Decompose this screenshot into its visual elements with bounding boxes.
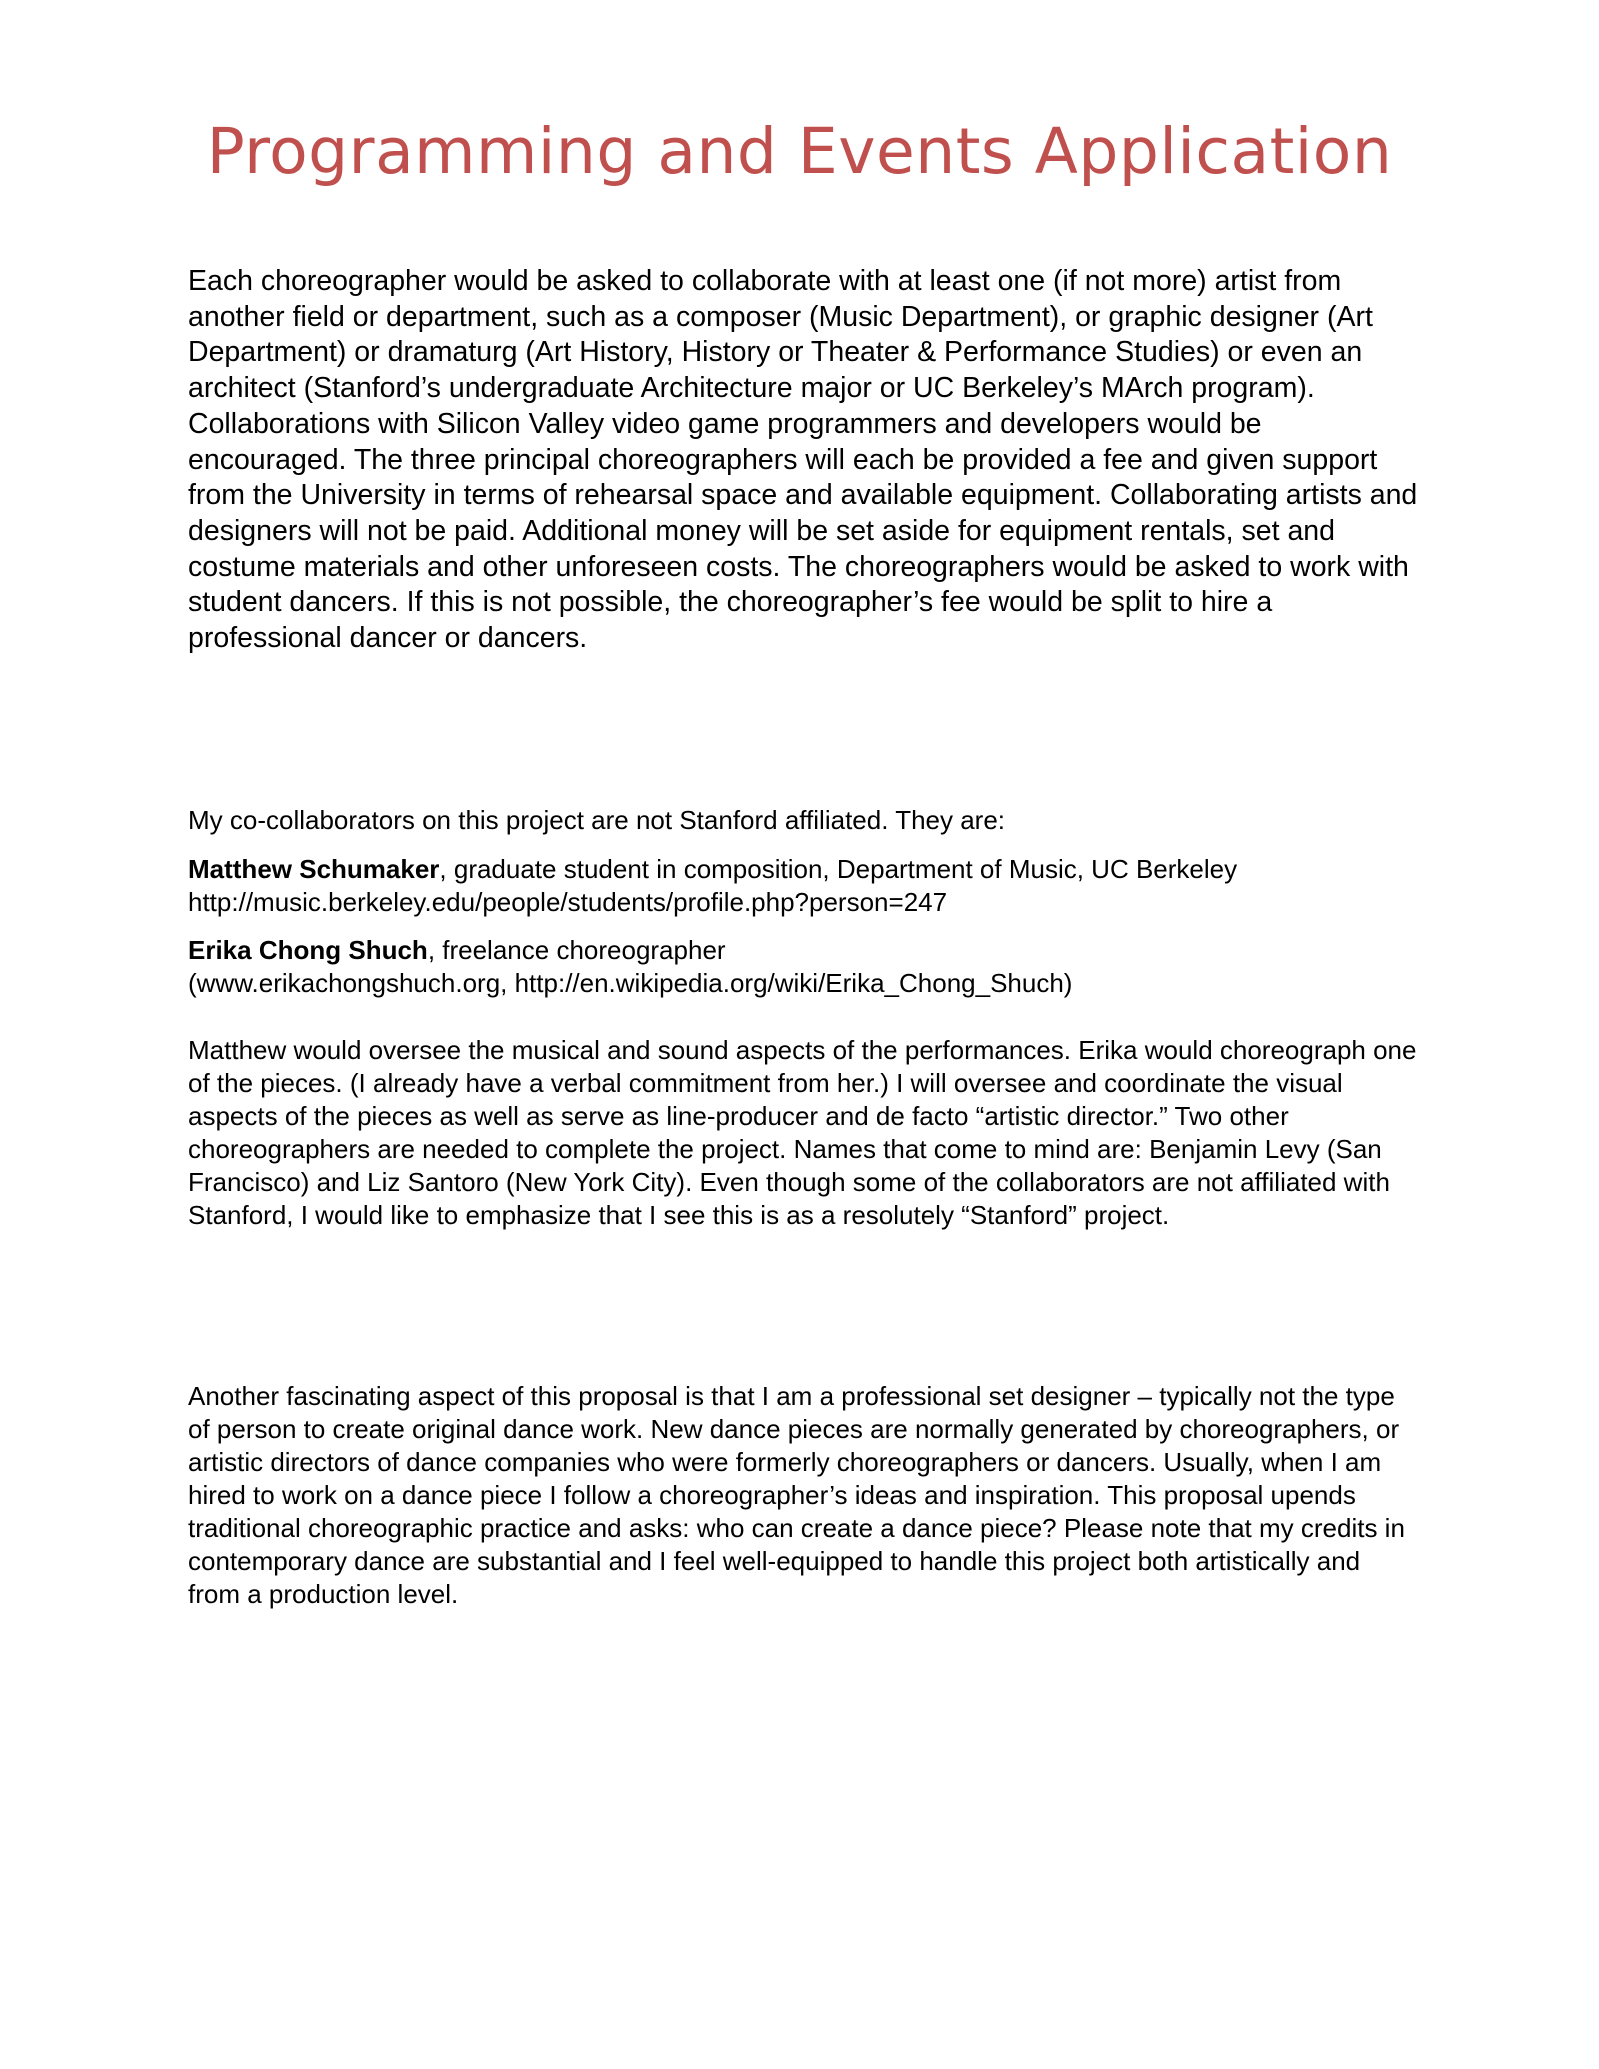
collaborator-name: Erika Chong Shuch: [188, 935, 428, 965]
collaborator-role: , freelance choreographer: [427, 935, 726, 965]
collaborator-link: http://music.berkeley.edu/people/students/profile.php?person=247: [188, 887, 948, 917]
collaborator-entry-2: [188, 934, 1418, 1000]
collaborator-link: (www.erikachongshuch.org, http://en.wikipedia.org/wiki/Erika_Chong_Shuch): [188, 968, 1073, 998]
collaborator-entry-1: [188, 853, 1418, 919]
paragraph-collaborators-intro: My co-collaborators on this project are not Stanford affiliated. They are:: [188, 805, 1006, 835]
paragraph-collaboration-overview: Each choreographer would be asked to collaborate with at least one (if not more) artist from another field or department, such as a composer (Music Department), or graphic designer (Art Department) or dramaturg (Art History, History or Theater & Performance Studies) or even an architect (Stanford’s undergraduate Architecture major or UC Berkeley’s MArch program). Collaborations with Silicon Valley video game programmers and developers would be encouraged. The three principal choreographers will each be provided a fee and given support from the University in terms of rehearsal space and available equipment. Collaborating artists and designers will not be paid. Additional money will be set aside for equipment rentals, set and costume materials and other unforeseen costs. The choreographers would be asked to work with student dancers. If this is not possible, the choreographer’s fee would be split to hire a professional dancer or dancers.: [188, 265, 1418, 655]
collaborator-role: , graduate student in composition, Department of Music, UC Berkeley: [439, 854, 1238, 884]
page-title: Programming and Events Application: [206, 115, 1393, 188]
collaborator-name: Matthew Schumaker: [188, 854, 440, 884]
collaborator-heading: [188, 853, 1418, 886]
collaborator-heading: [188, 934, 1418, 967]
paragraph-roles: Matthew would oversee the musical and sound aspects of the performances. Erika would choreograph one of the pieces. (I already have a verbal commitment from her.) I will oversee and coordinate the visual aspects of the pieces as well as serve as line-producer and de facto “artistic director.” Two other choreographers are needed to complete the project. Names that come to mind are: Benjamin Levy (San Francisco) and Liz Santoro (New York City). Even though some of the collaborators are not affiliated with Stanford, I would like to emphasize that I see this is as a resolutely “Stanford” project.: [188, 1035, 1417, 1230]
paragraph-set-designer: Another fascinating aspect of this proposal is that I am a professional set designer – typically not the type of person to create original dance work. New dance pieces are normally generated by choreographers, or artistic directors of dance companies who were formerly choreographers or dancers. Usually, when I am hired to work on a dance piece I follow a choreographer’s ideas and inspiration. This proposal upends traditional choreographic practice and asks: who can create a dance piece? Please note that my credits in contemporary dance are substantial and I feel well-equipped to handle this project both artistically and from a production level.: [188, 1381, 1405, 1609]
